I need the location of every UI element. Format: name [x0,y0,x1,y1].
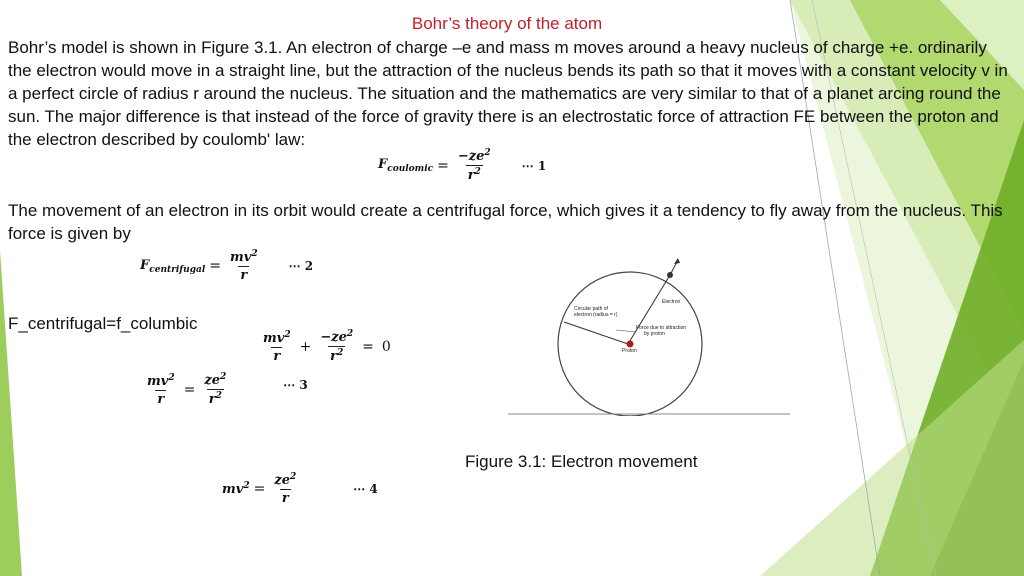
equation-number: ⋯ 4 [353,482,378,496]
electron [667,272,673,278]
equation-number: ⋯ 1 [521,158,547,173]
page-title: Bohr’s theory of the atom [411,14,603,33]
bohr-orbit-figure [508,256,792,416]
velocity-arrowhead [674,258,680,264]
label-circular-path-2: electron (radius = r) [574,312,618,318]
equation-sum: $\frac{mv^2}{r}$ + $\frac{-ze^2}{r^2}$ = 0 [263,329,391,364]
equation-1: $F_{coulomic}$ = $\frac{-ze^2}{r^2}$ ⋯ 1 [378,148,547,183]
radius-line [564,322,628,344]
label-electron: Electron [662,299,681,305]
force-equality-label: F_centrifugal=f_columbic [8,314,198,333]
label-circular-path: Circular path of [574,306,608,312]
force-pointer [616,330,636,332]
figure-caption: Figure 3.1: Electron movement [465,452,698,471]
equation-3: $\frac{mv^2}{r}$ = $\frac{ze^2}{r^2}$ ⋯ 3 [147,372,308,407]
equation-4: $mv^2$ = $\frac{ze^2}{r}$ ⋯ 4 [222,472,378,506]
label-force-2: by proton [644,331,665,337]
equation-2: $F_{centrifugal}$ = $\frac{mv^2}{r}$ ⋯ 2 [140,249,314,283]
label-proton: Proton [622,348,637,354]
label-force: Force due to attraction [636,325,687,331]
intro-paragraph: Bohr’s model is shown in Figure 3.1. An electron of charge –e and mass m moves around a heavy nucleus of charge +e. ordinarily the electron would move in a straight line, but the attraction of the nucleus bends its path so that it moves with a constant velocity v in a perfect circle of radius r around the nucleus. The situation and the mathematics are very similar to that of a planet arcing round the sun. The major difference is that instead of the force of gravity there is an electrostatic force of attraction FE between the proton and the electron described by coulomb' law: [8,38,1008,149]
equation-number: ⋯ 2 [288,259,314,273]
equation-number: ⋯ 3 [283,377,308,392]
centrifugal-paragraph: The movement of an electron in its orbit would create a centrifugal force, which gives it a tendency to fly away from the nucleus. This force is given by [8,201,1003,243]
proton [627,341,634,348]
